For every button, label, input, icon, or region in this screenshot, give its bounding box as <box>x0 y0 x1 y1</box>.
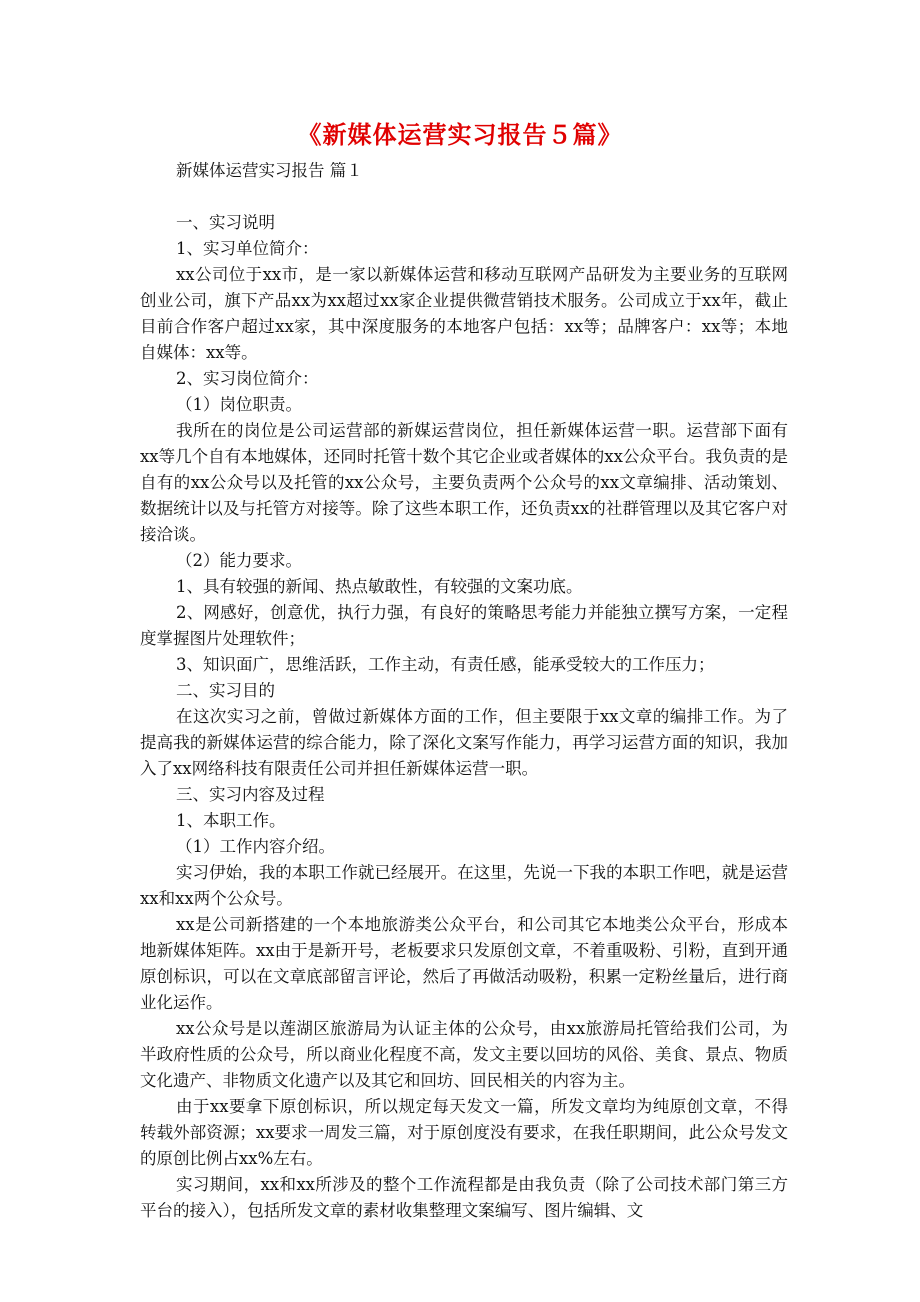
paragraph: 实习期间，xx和xx所涉及的整个工作流程都是由我负责（除了公司技术部门第三方平台的接入），包括所发文章的素材收集整理文案编写、图片编辑、文 <box>140 1175 788 1220</box>
paragraph: 2、网感好，创意优，执行力强，有良好的策略思考能力并能独立撰写方案，一定程度掌握图片处理软件； <box>140 603 788 648</box>
section-heading: 二、实习目的 <box>176 681 275 700</box>
sub-heading: （2）能力要求。 <box>176 551 302 570</box>
subtitle: 新媒体运营实习报告 篇１ <box>176 161 363 180</box>
sub-heading: （1）岗位职责。 <box>176 395 302 414</box>
paragraph: 在这次实习之前，曾做过新媒体方面的工作，但主要限于xx文章的编排工作。为了提高我的新媒体运营的综合能力，除了深化文案写作能力，再学习运营方面的知识，我加入了xx网络科技有限责任公司并担任新媒体运营一职。 <box>140 707 788 778</box>
sub-heading: 1、实习单位简介： <box>176 239 319 258</box>
paragraph: 由于xx要拿下原创标识，所以规定每天发文一篇，所发文章均为纯原创文章，不得转载外部资源；xx要求一周发三篇，对于原创度没有要求，在我任职期间，此公众号发文的原创比例占xx%左右。 <box>140 1097 788 1168</box>
document-body <box>140 158 788 1224</box>
paragraph: xx公众号是以莲湖区旅游局为认证主体的公众号，由xx旅游局托管给我们公司，为半政府性质的公众号，所以商业化程度不高，发文主要以回坊的风俗、美食、景点、物质文化遗产、非物质文化遗产以及其它和回坊、回民相关的内容为主。 <box>140 1019 788 1090</box>
paragraph: 我所在的岗位是公司运营部的新媒运营岗位，担任新媒体运营一职。运营部下面有xx等几个自有本地媒体，还同时托管十数个其它企业或者媒体的xx公众平台。我负责的是自有的xx公众号以及托管的xx公众号，主要负责两个公众号的xx文章编排、活动策划、数据统计以及与托管方对接等。除了这些本职工作，还负责xx的社群管理以及其它客户对接洽谈。 <box>140 421 788 544</box>
sub-heading: 2、实习岗位简介： <box>176 369 319 388</box>
paragraph: 1、具有较强的新闻、热点敏敢性，有较强的文案功底。 <box>176 577 583 596</box>
section-heading: 一、实习说明 <box>176 213 275 232</box>
sub-heading: 1、本职工作。 <box>176 811 286 830</box>
section-heading: 三、实习内容及过程 <box>176 785 325 804</box>
paragraph: 实习伊始，我的本职工作就已经展开。在这里，先说一下我的本职工作吧，就是运营xx和xx两个公众号。 <box>140 863 788 908</box>
paragraph: 3、知识面广，思维活跃，工作主动，有责任感，能承受较大的工作压力； <box>176 655 715 674</box>
paragraph: xx公司位于xx市，是一家以新媒体运营和移动互联网产品研发为主要业务的互联网创业公司，旗下产品xx为xx超过xx家企业提供微营销技术服务。公司成立于xx年，截止目前合作客户超过xx家，其中深度服务的本地客户包括：xx等；品牌客户：xx等；本地自媒体：xx等。 <box>140 265 788 362</box>
blank-line <box>140 184 788 210</box>
paragraph: xx是公司新搭建的一个本地旅游类公众平台，和公司其它本地类公众平台，形成本地新媒体矩阵。xx由于是新开号，老板要求只发原创文章，不着重吸粉、引粉，直到开通原创标识，可以在文章底部留言评论，然后了再做活动吸粉，积累一定粉丝量后，进行商业化运作。 <box>140 915 788 1012</box>
sub-heading: （1）工作内容介绍。 <box>176 837 335 856</box>
document-title: 《新媒体运营实习报告５篇》 <box>297 120 623 149</box>
